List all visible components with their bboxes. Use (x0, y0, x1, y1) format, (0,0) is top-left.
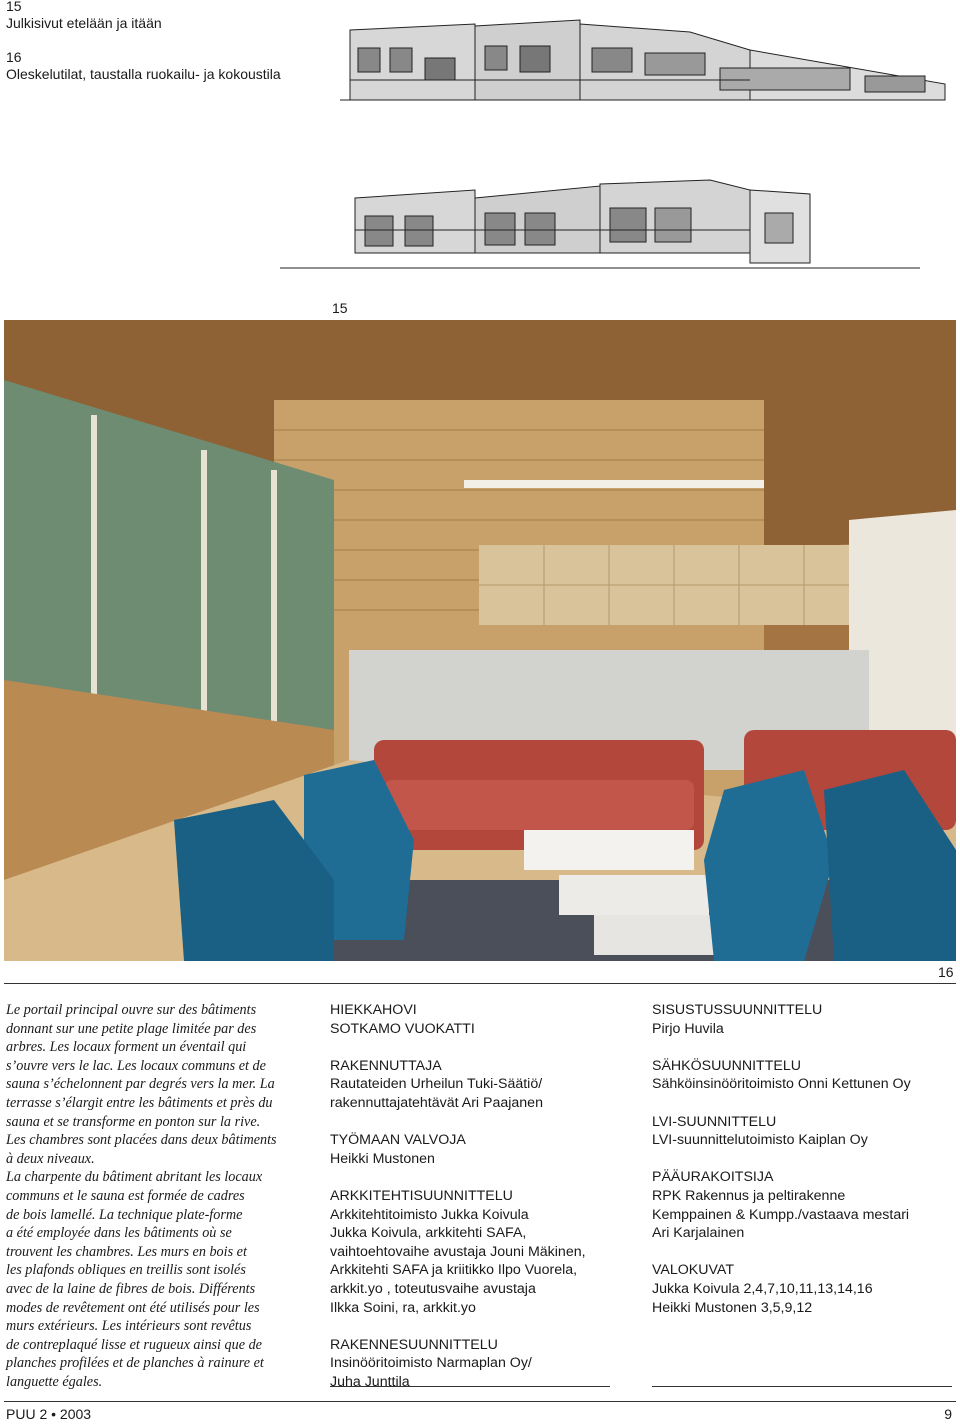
credit-line: Sähköinsinööritoimisto Onni Kettunen Oy (652, 1076, 911, 1093)
credit-line: RPK Rakennus ja peltirakenne (652, 1187, 846, 1204)
credit-line: Heikki Mustonen 3,5,9,12 (652, 1299, 813, 1316)
text-line: murs extérieurs. Les intérieurs sont revêtus (6, 1318, 252, 1335)
text-line: donnant sur une petite plage limitée par des (6, 1020, 257, 1037)
text-line: planches profilées et de planches à rainure et (6, 1355, 264, 1372)
credit-line: Juha Junttila (330, 1373, 410, 1390)
text-line: arbres. Les locaux forment un éventail qui (6, 1039, 247, 1056)
elevation-south (340, 20, 945, 100)
text-line: languette égales. (6, 1373, 103, 1390)
french-body-text (6, 1001, 311, 1391)
credit-heading: TYÖMAAN VALVOJA (330, 1132, 466, 1149)
credit-heading: LVI-SUUNNITTELU (652, 1113, 777, 1130)
credit-block-hvac (652, 1113, 952, 1150)
credit-block-structural (330, 1336, 630, 1392)
credit-block-supervisor (330, 1131, 630, 1168)
text-line: de contreplaqué lisse et rugueux ainsi que de (6, 1336, 262, 1353)
credits-column-middle (330, 1001, 630, 1410)
credit-heading: SÄHKÖSUUNNITTELU (652, 1057, 801, 1074)
credit-block-contractor (652, 1168, 952, 1242)
elevation-drawings (280, 18, 955, 273)
credit-line: vaihtoehtovaihe avustaja Jouni Mäkinen, (330, 1243, 586, 1260)
text-line: communs et le sauna est formée de cadres (6, 1187, 245, 1204)
text-line: terrasse s’élargit entre les bâtiments et près du (6, 1094, 273, 1111)
text-line: Les chambres sont placées dans deux bâtiments (6, 1132, 277, 1149)
credit-line: rakennuttajatehtävät Ari Paajanen (330, 1094, 543, 1111)
text-line: avec de la laine de fibres de bois. Différents (6, 1280, 256, 1297)
text-line: à deux niveaux. (6, 1150, 95, 1167)
credit-block-electrical (652, 1057, 952, 1094)
credit-line: Ilkka Soini, ra, arkkit.yo (330, 1299, 476, 1316)
credit-line: Pirjo Huvila (652, 1020, 724, 1037)
caption-fig16 (6, 49, 281, 83)
text-line: les plafonds obliques en treillis sont isolés (6, 1262, 246, 1279)
text-line: trouvent les chambres. Les murs en bois et (6, 1243, 247, 1260)
figure-label-16: 16 (938, 964, 954, 980)
text-line: Le portail principal ouvre sur des bâtiments (6, 1002, 257, 1018)
credit-line: Heikki Mustonen (330, 1150, 435, 1167)
credit-heading: RAKENNESUUNNITTELU (330, 1336, 498, 1353)
credit-heading: SISUSTUSSUUNNITTELU (652, 1002, 823, 1018)
caption-fig15 (6, 0, 162, 32)
credit-heading: RAKENNUTTAJA (330, 1057, 442, 1074)
credits-column-right (652, 1001, 952, 1336)
text-line: modes de revêtement ont été utilisés pour les (6, 1299, 260, 1316)
credit-line: Arkkitehti SAFA ja kriitikko Ilpo Vuorela, (330, 1262, 578, 1279)
credit-line: Insinööritoimisto Narmaplan Oy/ (330, 1355, 532, 1372)
caption-number: 16 (6, 49, 22, 65)
divider-right (652, 1386, 952, 1387)
elevation-east (280, 180, 920, 268)
credit-block-photos (652, 1261, 952, 1317)
credit-block-architecture (330, 1187, 630, 1317)
credit-heading: VALOKUVAT (652, 1262, 734, 1279)
credit-block-project (330, 1001, 630, 1038)
text-line: La charpente du bâtiment abritant les locaux (6, 1169, 263, 1186)
interior-photo (4, 320, 956, 961)
credit-line: Arkkitehtitoimisto Jukka Koivula (330, 1206, 529, 1223)
text-line: de bois lamellé. La technique plate-forme (6, 1206, 243, 1223)
text-line: sauna s’échelonnent par degrés vers la mer. La (6, 1076, 275, 1093)
text-line: a été employée dans les bâtiments où se (6, 1225, 232, 1242)
credit-line: Kemppainen & Kumpp./vastaava mestari (652, 1206, 910, 1223)
credit-line: Jukka Koivula, arkkitehti SAFA, (330, 1225, 527, 1242)
text-line: s’ouvre vers le lac. Les locaux communs et de (6, 1057, 266, 1074)
credit-block-interior (652, 1001, 952, 1038)
figure-label-15: 15 (332, 300, 348, 316)
credit-heading: ARKKITEHTISUUNNITTELU (330, 1187, 513, 1204)
text-line: sauna et se transforme en ponton sur la rive. (6, 1113, 261, 1130)
caption-text: Julkisivut etelään ja itään (6, 15, 162, 31)
footer-magazine: PUU 2 • 2003 (6, 1406, 92, 1422)
credit-block-developer (330, 1057, 630, 1113)
footer-page-number: 9 (944, 1406, 952, 1422)
credit-line: Jukka Koivula 2,4,7,10,11,13,14,16 (652, 1280, 873, 1297)
credit-heading: HIEKKAHOVI (330, 1002, 417, 1018)
caption-text: Oleskelutilat, taustalla ruokailu- ja kokoustila (6, 66, 281, 82)
credit-line: arkkit.yo , toteutusvaihe avustaja (330, 1280, 536, 1297)
caption-number: 15 (6, 0, 22, 14)
credit-line: LVI-suunnittelutoimisto Kaiplan Oy (652, 1132, 868, 1149)
divider-top (4, 983, 956, 984)
credit-heading: SOTKAMO VUOKATTI (330, 1020, 475, 1037)
credit-line: Rautateiden Urheilun Tuki-Säätiö/ (330, 1076, 543, 1093)
credit-heading: PÄÄURAKOITSIJA (652, 1169, 774, 1186)
credit-line: Ari Karjalainen (652, 1225, 745, 1242)
